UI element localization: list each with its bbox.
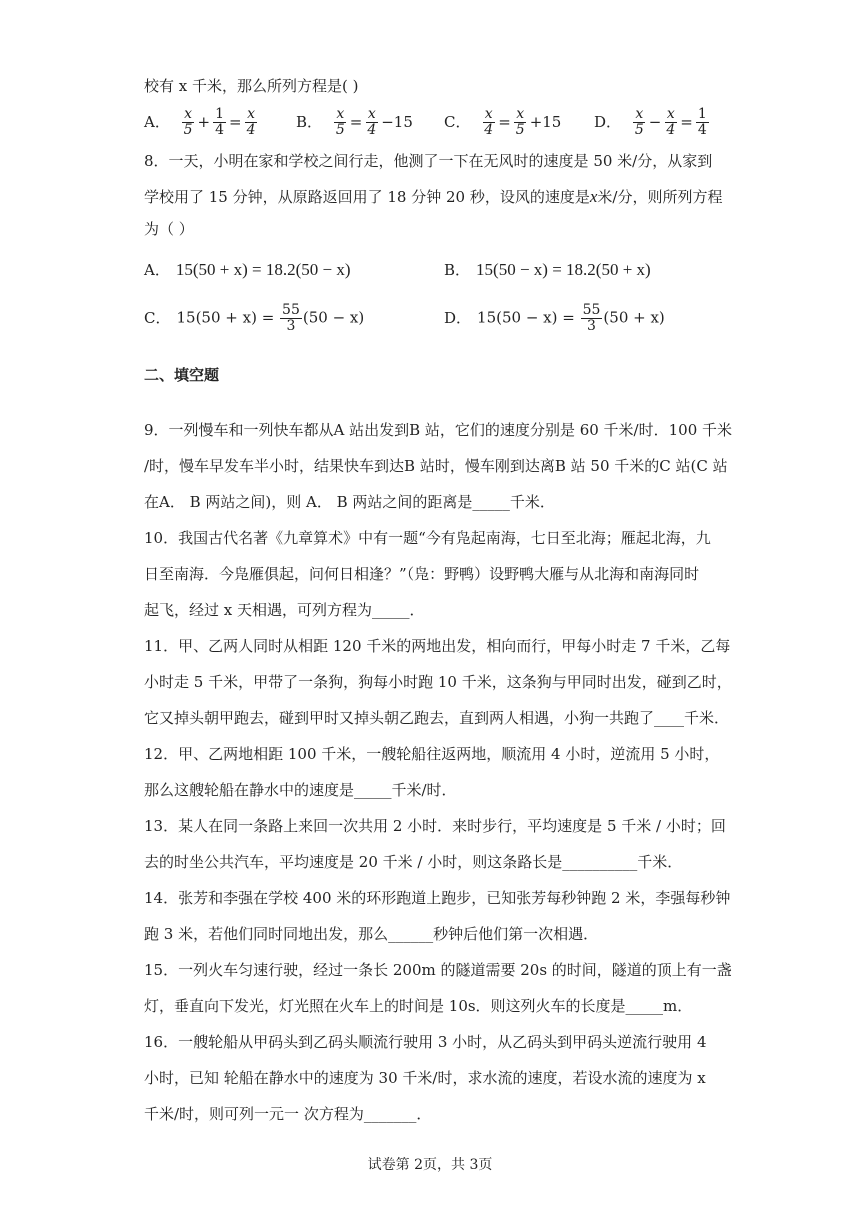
q8-line-2	[144, 187, 722, 207]
q10-line-1: 10．我国古代名著《九章算术》中有一题“今有凫起南海，七日至北海；雁起北海，九	[144, 529, 711, 547]
q8-option-c	[144, 303, 364, 334]
q7-option-d: D． $\frac{x}{5}$ − $\frac{x}{4}$ = $\frac{1}{4}$	[594, 106, 707, 138]
q10-line-3: 起飞，经过 x 天相遇，可列方程为_____．	[144, 601, 425, 619]
option-label: D．	[444, 308, 472, 327]
q11-line-2: 小时走 5 千米，甲带了一条狗，狗每小时跑 10 千米，这条狗与甲同时出发，碰到乙时，	[144, 673, 732, 691]
q7-tail: 校有 x 千米，那么所列方程是( )	[144, 77, 359, 95]
equation-left: 15(50 − x) =	[477, 308, 575, 327]
option-label: D．	[594, 112, 622, 131]
q15-line-2: 灯，垂直向下发光，灯光照在火车上的时间是 10s．则这列火车的长度是_____m．	[144, 997, 693, 1015]
fraction: $\frac{x}{5}$	[335, 106, 345, 138]
equation-right: (50 − x)	[302, 308, 365, 327]
q8-option-d	[444, 303, 665, 334]
equation-left: 15(50 + x) =	[176, 308, 275, 327]
fraction: $\frac{x}{5}$	[634, 106, 644, 138]
fraction: $\frac{1}{4}$	[697, 106, 707, 138]
equation: 15(50 − x) = 18.2(50 + x)	[476, 260, 651, 279]
fraction: $\frac{x}{4}$	[666, 106, 676, 138]
q15-line-1: 15．一列火车匀速行驶，经过一条长 200m 的隧道需要 20s 的时间，隧道的顶上有一盏	[144, 961, 732, 979]
option-label: A．	[144, 112, 170, 131]
q8-line-3: 为（ ）	[144, 220, 194, 238]
q12-line-2: 那么这艘轮船在静水中的速度是_____千米/时．	[144, 781, 457, 799]
q8-line-2-text: 学校用了 15 分钟，从原路返回用了 18 分钟 20 秒，设风的速度是	[144, 188, 590, 206]
option-label: A．	[144, 261, 170, 279]
page-footer: 试卷第 2页，共 3页	[367, 1157, 493, 1173]
q9-line-3: 在A． B 两站之间)，则 A． B 两站之间的距离是_____千米．	[144, 493, 555, 511]
equation-right: (50 + x)	[603, 308, 665, 327]
q8-variable: x	[589, 187, 598, 206]
q8-line-1: 8．一天，小明在家和学校之间行走，他测了一下在无风时的速度是 50 米/分，从家到	[144, 152, 713, 170]
q14-line-2: 跑 3 米，若他们同时同地出发，那么______秒钟后他们第一次相遇．	[144, 925, 599, 943]
q8-line-2-end: 米/分，则所列方程	[597, 188, 723, 206]
fraction: $\frac{55}{3}$	[282, 302, 300, 334]
q13-line-1: 13．某人在同一条路上来回一次共用 2 小时．来时步行，平均速度是 5 千米 / 小时；回	[144, 817, 726, 835]
q10-line-2: 日至南海．今凫雁俱起，问何日相逢？”（凫：野鸭）设野鸭大雁与从北海和南海同时	[144, 565, 700, 583]
fraction: $\frac{x}{4}$	[367, 106, 377, 138]
q8-option-b	[444, 260, 651, 280]
option-label: C．	[444, 112, 471, 131]
fraction: $\frac{x}{5}$	[183, 106, 193, 138]
q16-line-1: 16．一艘轮船从甲码头到乙码头顺流行驶用 3 小时，从乙码头到甲码头逆流行驶用 4	[144, 1033, 707, 1051]
q14-line-1: 14．张芳和李强在学校 400 米的环形跑道上跑步，已知张芳每秒钟跑 2 米，李强每秒钟	[144, 889, 731, 907]
q9-line-2: /时，慢车早发车半小时，结果快车到达B 站时，慢车刚到达离B 站 50 千米的C 站(C 站	[144, 457, 728, 475]
q7-option-b: B． $\frac{x}{5}$ = $\frac{x}{4}$ −15	[296, 106, 413, 138]
option-label: B．	[444, 261, 471, 279]
section-title: 二、填空题	[144, 366, 220, 384]
q13-line-2: 去的时坐公共汽车，平均速度是 20 千米 / 小时，则这条路长是__________千米．	[144, 853, 683, 871]
q7-option-a: A． $\frac{x}{5}$ + $\frac{1}{4}$ = $\frac{x}{4}$	[144, 106, 256, 138]
q9-line-1: 9．一列慢车和一列快车都从A 站出发到B 站，它们的速度分别是 60 千米/时．100 千米	[144, 421, 733, 439]
q11-line-1: 11．甲、乙两人同时从相距 120 千米的两地出发，相向而行，甲每小时走 7 千米，乙每	[144, 637, 731, 655]
q7-option-c: C． $\frac{x}{4}$ = $\frac{x}{5}$ +15	[444, 106, 562, 138]
equation: 15(50 + x) = 18.2(50 − x)	[175, 260, 351, 279]
option-label: C．	[144, 308, 171, 327]
fraction: $\frac{1}{4}$	[215, 106, 225, 138]
fraction: $\frac{x}{4}$	[246, 106, 256, 138]
fraction: $\frac{x}{4}$	[484, 106, 494, 138]
q11-line-3: 它又掉头朝甲跑去，碰到甲时又掉头朝乙跑去，直到两人相遇，小狗一共跑了____千米．	[144, 709, 730, 727]
fraction: $\frac{x}{5}$	[515, 106, 525, 138]
q16-line-3: 千米/时，则可列一元一 次方程为_______．	[144, 1105, 432, 1123]
q12-line-1: 12．甲、乙两地相距 100 千米，一艘轮船往返两地，顺流用 4 小时，逆流用 5 小时，	[144, 745, 720, 763]
fraction: $\frac{55}{3}$	[582, 302, 601, 334]
q8-option-a	[144, 260, 351, 280]
option-label: B．	[296, 112, 323, 131]
q16-line-2: 小时，已知 轮船在静水中的速度为 30 千米/时，求水流的速度，若设水流的速度为 x	[144, 1069, 706, 1087]
